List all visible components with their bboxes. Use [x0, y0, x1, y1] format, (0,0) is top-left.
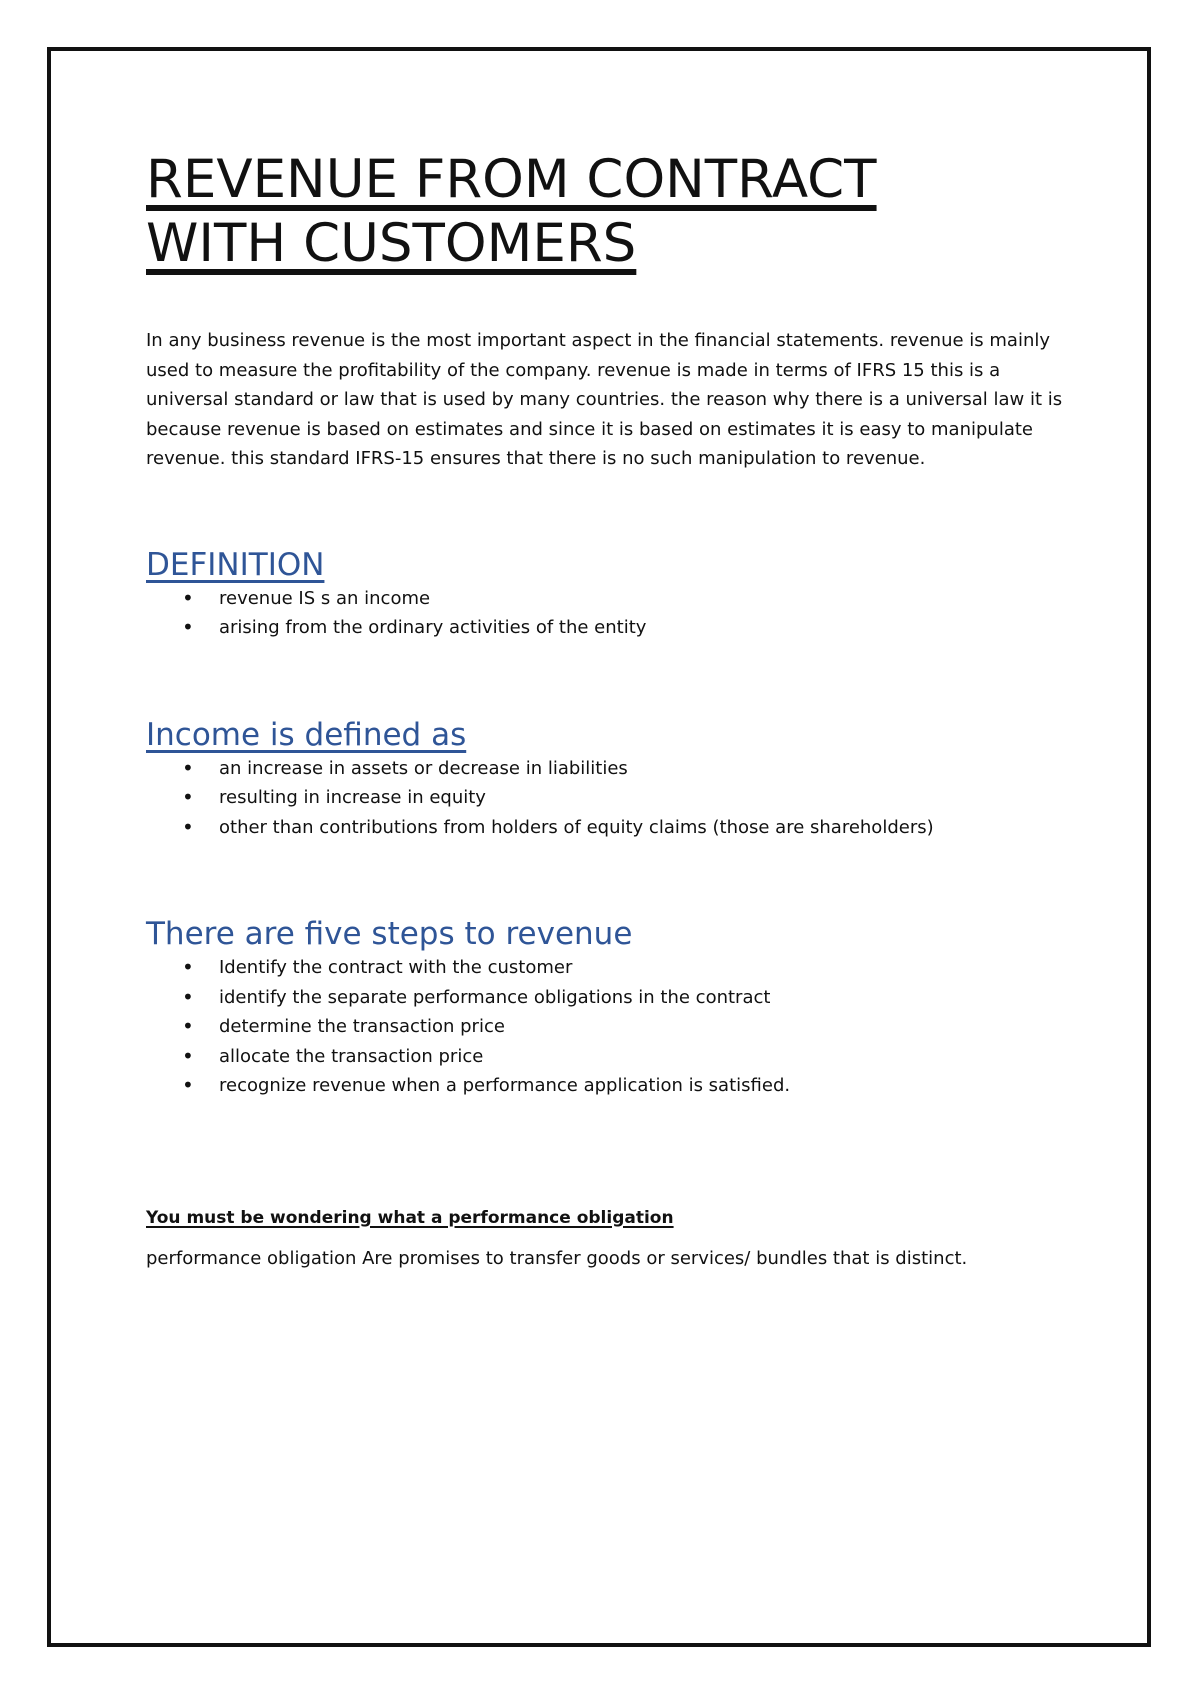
- list-item: • arising from the ordinary activities of the entity: [146, 613, 1076, 643]
- list-item: • revenue IS s an income: [146, 584, 1076, 614]
- list-item: • Identify the contract with the customer: [146, 953, 1076, 983]
- title-line-1: REVENUE FROM CONTRACT: [146, 149, 877, 210]
- intro-line: because revenue is based on estimates and since it is based on estimates it is easy to manipulate: [146, 418, 1033, 440]
- income-list: [146, 754, 1076, 843]
- list-item: • identify the separate performance obligations in the contract: [146, 983, 1076, 1013]
- steps-section: [146, 915, 1076, 1101]
- document-content: [146, 148, 1076, 1273]
- list-item: • resulting in increase in equity: [146, 783, 1076, 813]
- document-title: [146, 148, 1076, 276]
- list-item: • recognize revenue when a performance application is satisfied.: [146, 1071, 1076, 1101]
- list-item: • an increase in assets or decrease in liabilities: [146, 754, 1076, 784]
- steps-list: [146, 953, 1076, 1101]
- definition-list: [146, 584, 1076, 643]
- steps-heading: There are five steps to revenue: [146, 916, 633, 952]
- list-item: • determine the transaction price: [146, 1012, 1076, 1042]
- answer-paragraph: performance obligation Are promises to transfer goods or services/ bundles that is distinct.: [146, 1247, 968, 1269]
- question-heading: You must be wondering what a performance obligation: [146, 1207, 674, 1228]
- list-item: • other than contributions from holders of equity claims (those are shareholders): [146, 813, 1076, 843]
- title-line-2: WITH CUSTOMERS: [146, 213, 637, 274]
- income-section: [146, 716, 1076, 843]
- definition-section: [146, 546, 1076, 643]
- definition-heading: DEFINITION: [146, 546, 325, 583]
- list-item: • allocate the transaction price: [146, 1042, 1076, 1072]
- intro-line: In any business revenue is the most important aspect in the financial statements. revenue is mainly: [146, 330, 1051, 351]
- intro-line: used to measure the profitability of the company. revenue is made in terms of IFRS 15 this is a: [146, 359, 1001, 381]
- intro-line: revenue. this standard IFRS-15 ensures that there is no such manipulation to revenue.: [146, 448, 926, 469]
- intro-line: universal standard or law that is used by many countries. the reason why there is a universal law it is: [146, 389, 1063, 410]
- income-heading: Income is defined as: [146, 716, 467, 753]
- intro-paragraph: [146, 326, 1076, 474]
